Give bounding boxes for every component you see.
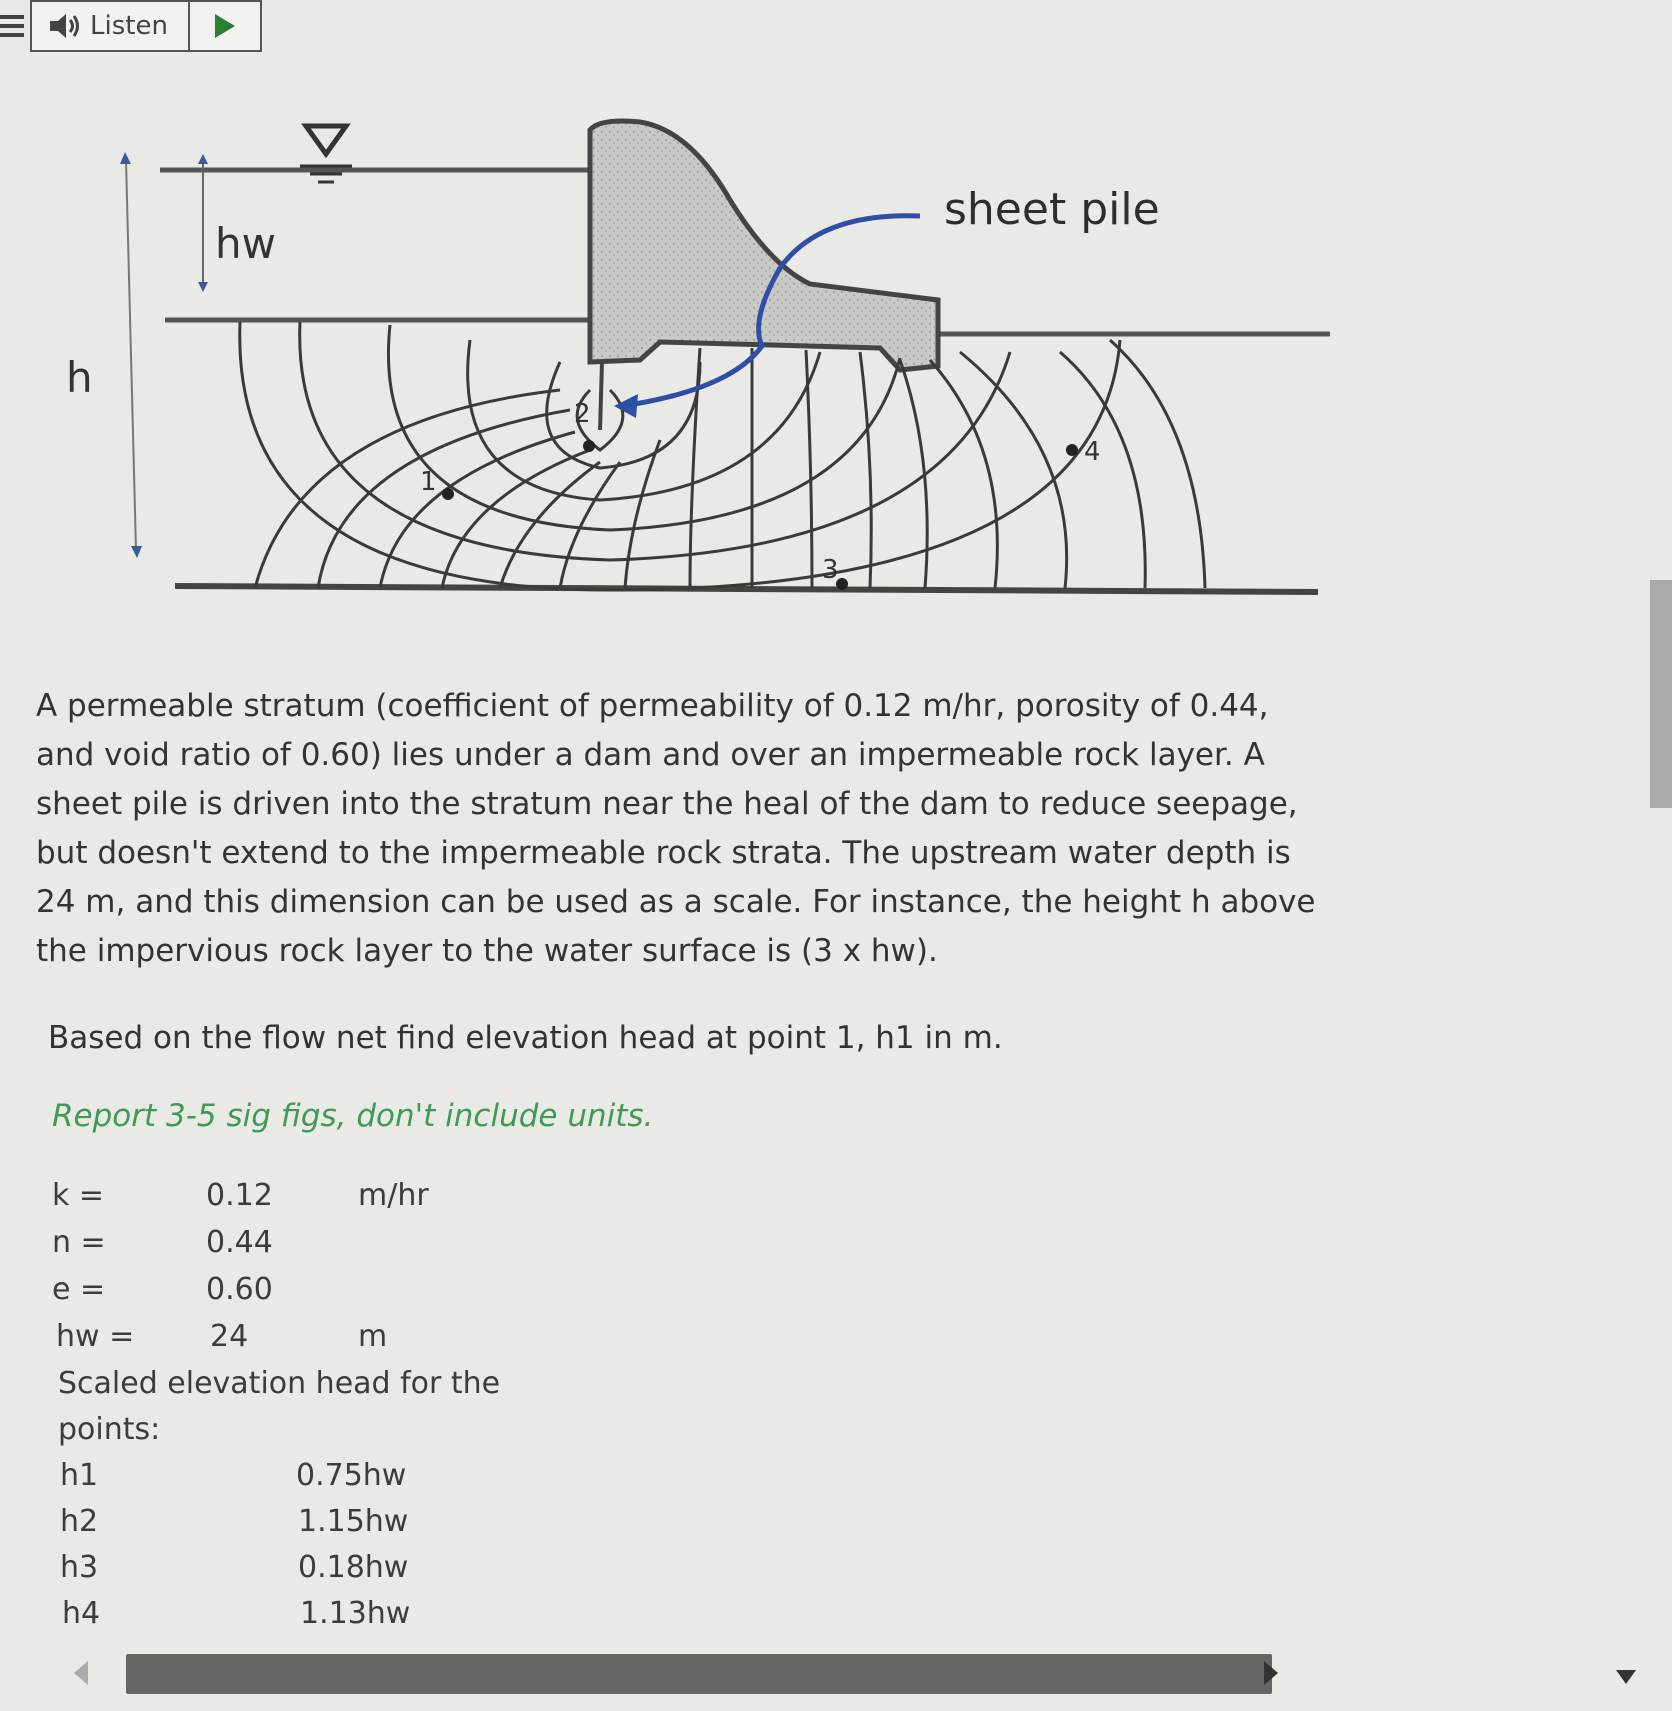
horizontal-scrollbar[interactable]	[60, 1652, 1260, 1696]
svg-text:4: 4	[1084, 437, 1101, 467]
h-dimension-arrow	[120, 152, 142, 558]
point-label: h3	[60, 1550, 99, 1585]
problem-paragraph: A permeable stratum (coefficient of permeability of 0.12 m/hr, porosity of 0.44, and void ratio of 0.60) lies under a dam and over an impermeable rock layer. A sheet pile is driven into the stratum near the heal of the dam to reduce seepage, but doesn't extend to the impermeable rock strata. The upstream water depth is 24 m, and this dimension can be used as a scale. For instance, the height h above the impervious rock layer to the water surface is (3 x hw).	[36, 688, 1316, 969]
param-label: e =	[52, 1272, 106, 1307]
param-label: hw =	[56, 1319, 135, 1354]
param-label: n =	[52, 1225, 106, 1260]
equipotential-lines	[255, 340, 1205, 588]
read-aloud-toolbar	[0, 0, 262, 52]
scroll-down-arrow-icon[interactable]	[1614, 1668, 1638, 1686]
sig-figs-note: Report 3-5 sig figs, don't include units.	[52, 1098, 654, 1134]
svg-text:1: 1	[420, 467, 437, 497]
scaled-heading-line1: Scaled elevation head for the	[58, 1366, 501, 1401]
point-value: 0.75hw	[296, 1458, 407, 1493]
sheet-pile-label: sheet pile	[944, 184, 1160, 235]
horizontal-scroll-thumb[interactable]	[126, 1654, 1272, 1694]
point-label: h1	[60, 1458, 99, 1493]
listen-button[interactable]	[32, 0, 190, 52]
speaker-icon	[48, 12, 82, 40]
param-value: 0.12	[206, 1178, 273, 1213]
point-label: h2	[60, 1504, 99, 1539]
param-value: 0.60	[206, 1272, 273, 1307]
param-value: 0.44	[206, 1225, 273, 1260]
dam-body	[590, 121, 938, 370]
svg-text:3: 3	[822, 555, 839, 585]
sheet-pile	[600, 362, 602, 430]
hw-label: hw	[215, 219, 276, 268]
point-2-marker	[574, 399, 595, 452]
point-value: 1.15hw	[298, 1504, 409, 1539]
water-level-symbol-icon	[300, 126, 352, 182]
point-label: h4	[62, 1596, 101, 1631]
param-value: 24	[210, 1319, 249, 1354]
hw-dimension-arrow	[198, 154, 208, 292]
svg-text:2: 2	[574, 399, 591, 429]
h-label: h	[66, 353, 93, 402]
param-unit: m	[358, 1319, 388, 1354]
play-button[interactable]	[190, 0, 262, 52]
scaled-heading-line2: points:	[58, 1412, 161, 1447]
hamburger-menu-icon[interactable]	[0, 0, 32, 52]
listen-label: Listen	[90, 11, 168, 41]
param-label: k =	[52, 1178, 105, 1213]
param-unit: m/hr	[358, 1178, 429, 1213]
flow-lines	[240, 322, 1120, 590]
point-value: 1.13hw	[300, 1596, 411, 1631]
play-icon	[213, 13, 237, 39]
impermeable-rock-line	[175, 586, 1318, 592]
question-text: Based on the flow net find elevation head at point 1, h1 in m.	[48, 1020, 1003, 1056]
scroll-right-arrow-icon[interactable]	[1260, 1658, 1282, 1688]
flow-net-diagram	[0, 90, 1360, 650]
vertical-scroll-thumb[interactable]	[1650, 580, 1672, 808]
scroll-left-arrow-icon[interactable]	[70, 1658, 92, 1688]
point-value: 0.18hw	[298, 1550, 409, 1585]
